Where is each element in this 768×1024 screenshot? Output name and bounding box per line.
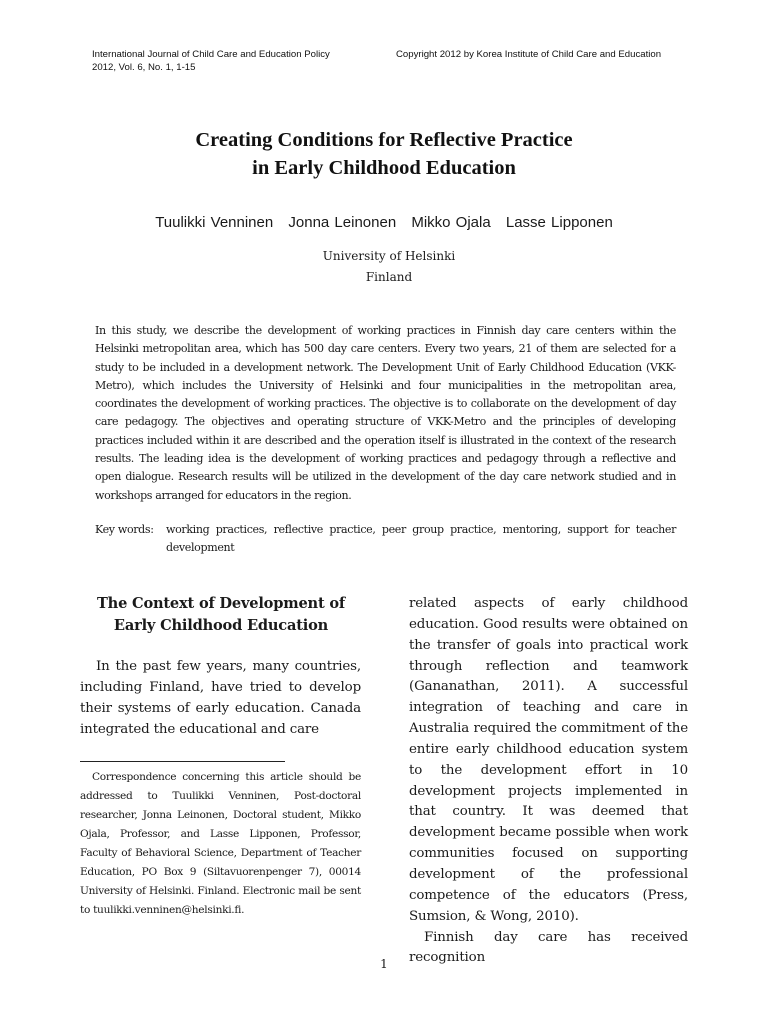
keywords-block: [95, 521, 676, 557]
footnote-divider: [80, 761, 285, 762]
author-name: Lasse Lipponen: [505, 214, 613, 231]
body-paragraph: Finnish day care has received recognition: [409, 929, 688, 966]
author-name: Jonna Leinonen: [288, 214, 397, 231]
author-list: [0, 214, 768, 232]
footnote-text: Correspondence concerning this article should be addressed to Tuulikki Venninen, Post-doctoral researcher, Jonna Leinonen, Doctoral student, Mikko Ojala, Professor, and Lasse Lipponen, Professor, Faculty of Behavioral Science, Department of Teacher Education, PO Box 9 (Siltavuorenpenger 7), 00014 University of Helsinki. Finland. Electronic mail be sent to tuulikki.venninen@helsinki.fi.: [80, 771, 361, 916]
correspondence-footnote: [80, 768, 361, 920]
title-line-2: in Early Childhood Education: [252, 157, 516, 179]
journal-volume: 2012, Vol. 6, No. 1, 1-15: [92, 62, 196, 73]
running-header-left: [92, 48, 330, 74]
copyright-notice: Copyright 2012 by Korea Institute of Child Care and Education: [396, 49, 662, 60]
section-heading-line-2: Early Childhood Education: [113, 617, 329, 634]
country-name: Finland: [365, 270, 413, 284]
running-header-right: [396, 48, 661, 61]
author-name: Tuulikki Venninen: [155, 214, 274, 231]
author-name: Mikko Ojala: [411, 214, 491, 231]
paper-title: [0, 126, 768, 182]
university-name: University of Helsinki: [322, 249, 456, 263]
page-number: 1: [380, 957, 388, 971]
body-paragraph: In the past few years, many countries, including Finland, have tried to develop their systems of early education. Canada integrated the educational and care: [80, 659, 361, 737]
abstract-text: In this study, we describe the development of working practices in Finnish day care centers within the Helsinki metropolitan area, which has 500 day care centers. Every two years, 21 of them are selected for a study to be included in a development network. The Development Unit of Early Childhood Education (VKK-Metro), which includes the University of Helsinki and four municipalities in the metropolitan area, coordinates the development of working practices. The objective is to collaborate on the development of day care pedagogy. The objectives and operating structure of VKK-Metro and the principles of developing practices included within it are described and the operation itself is illustrated in the context of the research results. The leading idea is the development of working practices and pedagogy through a reflective and open dialogue. Research results will be utilized in the development of the day care network studied and in workshops arranged for educators in the region.: [95, 324, 676, 502]
section-heading: [80, 593, 362, 637]
left-column-body: [80, 656, 361, 740]
keywords-label: Key words:: [95, 523, 154, 536]
body-paragraph: related aspects of early childhood education. Good results were obtained on the transfer of goals into practical work through reflection and teamwork (Gananathan, 2011). A successful integration of teaching and care in Australia required the commitment of the entire early childhood education system to the development effort in 10 development projects implemented in that country. It was deemed that development became possible when work communities focused on supporting development of the professional competence of the educators (Press, Sumsion, & Wong, 2010).: [409, 596, 688, 924]
keywords-text: working practices, reflective practice, peer group practice, mentoring, support for teacher development: [166, 523, 676, 554]
title-line-1: Creating Conditions for Reflective Practice: [195, 129, 573, 151]
affiliation: [0, 246, 768, 288]
section-heading-line-1: The Context of Development of: [97, 595, 345, 612]
journal-name: International Journal of Child Care and Education Policy: [92, 49, 330, 60]
right-column-body: [409, 594, 688, 969]
